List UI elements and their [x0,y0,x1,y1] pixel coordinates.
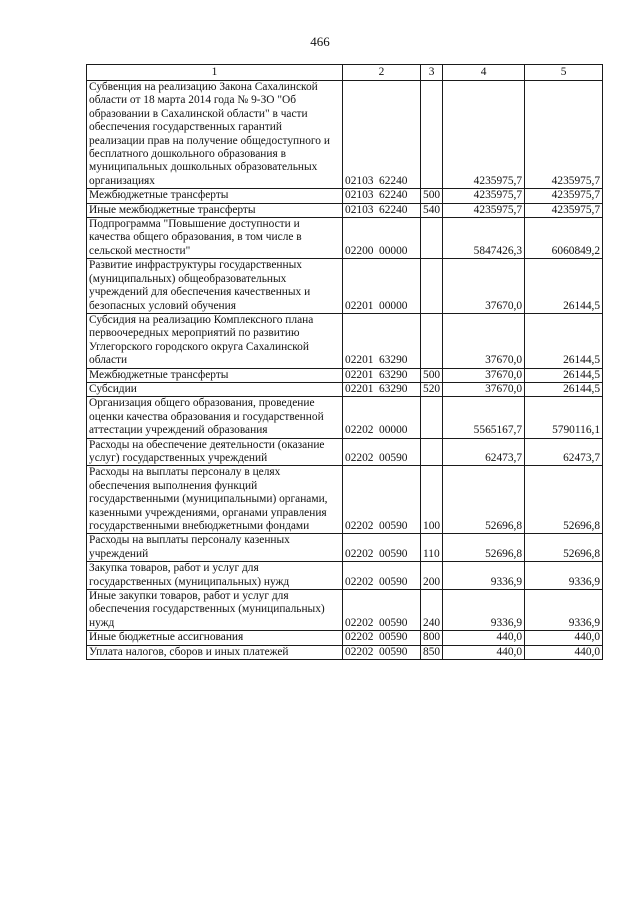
table-body [87,81,603,660]
expense-type-cell: 500 [421,189,443,203]
code-direction: 63290 [379,354,408,367]
amount-col5-cell: 26144,5 [525,313,603,368]
amount-col5-cell: 9336,9 [525,562,603,590]
expense-name-cell: Подпрограмма "Повышение доступности и качества общего образования, в том числе в сельской местности" [87,218,343,259]
code-program: 02103 [345,189,374,202]
expense-type-cell: 200 [421,562,443,590]
amount-col5-cell: 440,0 [525,645,603,659]
table-row [87,218,603,259]
amount-col5-cell: 26144,5 [525,382,603,396]
table-row [87,313,603,368]
table-row [87,382,603,396]
code-direction: 63290 [379,368,408,381]
expense-name-cell: Закупка товаров, работ и услуг для государственных (муниципальных) нужд [87,562,343,590]
expense-type-cell [421,218,443,259]
code-direction: 00590 [379,575,408,588]
header-cell-4: 4 [443,65,525,81]
header-cell-3: 3 [421,65,443,81]
target-code-cell [343,81,421,189]
expense-type-cell: 520 [421,382,443,396]
code-program: 02202 [345,575,374,588]
code-program: 02202 [345,616,374,629]
expense-name-cell: Расходы на обеспечение деятельности (оказание услуг) государственных учреждений [87,438,343,466]
expense-name-cell: Субвенция на реализацию Закона Сахалинской области от 18 марта 2014 года № 9-ЗО "Об образовании в Сахалинской области" в части обеспечения государственных гарантий реализации прав на получение общедоступного и бесплатного дошкольного образования в муниципальных дошкольных образовательных организациях [87,81,343,189]
expense-type-cell: 540 [421,203,443,217]
target-code-cell [343,368,421,382]
expense-type-cell: 500 [421,368,443,382]
amount-col4-cell: 37670,0 [443,382,525,396]
amount-col4-cell: 37670,0 [443,259,525,314]
expense-type-cell [421,397,443,438]
code-direction: 00590 [379,451,408,464]
header-cell-2: 2 [343,65,421,81]
amount-col5-cell: 4235975,7 [525,203,603,217]
target-code-cell [343,645,421,659]
expense-name-cell: Расходы на выплаты персоналу в целях обеспечения выполнения функций государственными (муниципальными) органами, казенными учреждениями, органами управления государственными внебюджетными фондами [87,466,343,534]
code-program: 02201 [345,299,374,312]
target-code-cell [343,631,421,645]
target-code-cell [343,189,421,203]
code-direction: 00000 [379,244,408,257]
table-row [87,466,603,534]
target-code-cell [343,259,421,314]
expense-type-cell: 240 [421,590,443,631]
table-row [87,203,603,217]
expense-type-cell: 100 [421,466,443,534]
table-row [87,590,603,631]
expense-name-cell: Организация общего образования, проведение оценки качества образования и государственной аттестации учреждений образования [87,397,343,438]
amount-col5-cell: 5790116,1 [525,397,603,438]
table-row [87,81,603,189]
amount-col5-cell: 52696,8 [525,466,603,534]
amount-col5-cell: 4235975,7 [525,189,603,203]
amount-col4-cell: 37670,0 [443,368,525,382]
amount-col4-cell: 9336,9 [443,590,525,631]
code-program: 02201 [345,368,374,381]
amount-col4-cell: 9336,9 [443,562,525,590]
code-direction: 00000 [379,424,408,437]
expense-name-cell: Уплата налогов, сборов и иных платежей [87,645,343,659]
expense-name-cell: Развитие инфраструктуры государственных (муниципальных) общеобразовательных учреждений для обеспечения качественных и безопасных условий обучения [87,259,343,314]
code-direction: 62240 [379,189,408,202]
code-direction: 00590 [379,616,408,629]
code-program: 02202 [345,520,374,532]
code-direction: 62240 [379,203,408,216]
table-row [87,562,603,590]
table-row [87,534,603,562]
code-direction: 00590 [379,631,408,644]
expense-type-cell [421,438,443,466]
target-code-cell [343,382,421,396]
code-program: 02202 [345,424,374,437]
target-code-cell [343,203,421,217]
header-row [87,65,603,81]
code-direction: 00000 [379,299,408,312]
amount-col5-cell: 9336,9 [525,590,603,631]
amount-col4-cell: 4235975,7 [443,81,525,189]
page-number: 466 [310,34,330,49]
amount-col5-cell: 62473,7 [525,438,603,466]
target-code-cell [343,438,421,466]
expense-type-cell [421,259,443,314]
code-program: 02201 [345,354,374,367]
amount-col4-cell: 440,0 [443,645,525,659]
code-direction: 00590 [379,547,408,560]
amount-col4-cell: 52696,8 [443,466,525,534]
amount-col5-cell: 52696,8 [525,534,603,562]
amount-col4-cell: 52696,8 [443,534,525,562]
code-program: 02103 [345,203,374,216]
expense-name-cell: Межбюджетные трансферты [87,189,343,203]
table-row [87,631,603,645]
code-program: 02202 [345,451,374,464]
code-direction: 62240 [379,174,408,187]
target-code-cell [343,590,421,631]
amount-col4-cell: 4235975,7 [443,189,525,203]
budget-table [86,64,603,660]
code-program: 02103 [345,174,374,187]
table-row [87,397,603,438]
amount-col4-cell: 5847426,3 [443,218,525,259]
expense-name-cell: Субсидии [87,382,343,396]
header-cell-5: 5 [525,65,603,81]
target-code-cell [343,397,421,438]
target-code-cell [343,466,421,534]
amount-col5-cell: 6060849,2 [525,218,603,259]
expense-type-cell [421,313,443,368]
expense-name-cell: Иные бюджетные ассигнования [87,631,343,645]
expense-name-cell: Расходы на выплаты персоналу казенных учреждений [87,534,343,562]
table-row [87,368,603,382]
expense-type-cell [421,81,443,189]
amount-col5-cell: 440,0 [525,631,603,645]
table-row [87,438,603,466]
code-direction: 00590 [379,520,408,532]
code-direction: 00590 [379,645,408,658]
amount-col4-cell: 4235975,7 [443,203,525,217]
target-code-cell [343,218,421,259]
table-row [87,645,603,659]
expense-name-cell: Межбюджетные трансферты [87,368,343,382]
expense-type-cell: 800 [421,631,443,645]
table-row [87,259,603,314]
target-code-cell [343,562,421,590]
header-cell-1: 1 [87,65,343,81]
code-program: 02202 [345,645,374,658]
code-program: 02200 [345,244,374,257]
expense-name-cell: Иные межбюджетные трансферты [87,203,343,217]
code-direction: 63290 [379,382,408,395]
amount-col4-cell: 62473,7 [443,438,525,466]
amount-col4-cell: 440,0 [443,631,525,645]
code-program: 02201 [345,382,374,395]
target-code-cell [343,534,421,562]
amount-col4-cell: 5565167,7 [443,397,525,438]
target-code-cell [343,313,421,368]
expense-name-cell: Иные закупки товаров, работ и услуг для обеспечения государственных (муниципальных) нужд [87,590,343,631]
amount-col5-cell: 26144,5 [525,259,603,314]
expense-type-cell: 850 [421,645,443,659]
amount-col5-cell: 4235975,7 [525,81,603,189]
amount-col5-cell: 26144,5 [525,368,603,382]
amount-col4-cell: 37670,0 [443,313,525,368]
code-program: 02202 [345,547,374,560]
expense-type-cell: 110 [421,534,443,562]
code-program: 02202 [345,631,374,644]
expense-name-cell: Субсидия на реализацию Комплексного плана первоочередных мероприятий по развитию Углегорского городского округа Сахалинской области [87,313,343,368]
table-row [87,189,603,203]
